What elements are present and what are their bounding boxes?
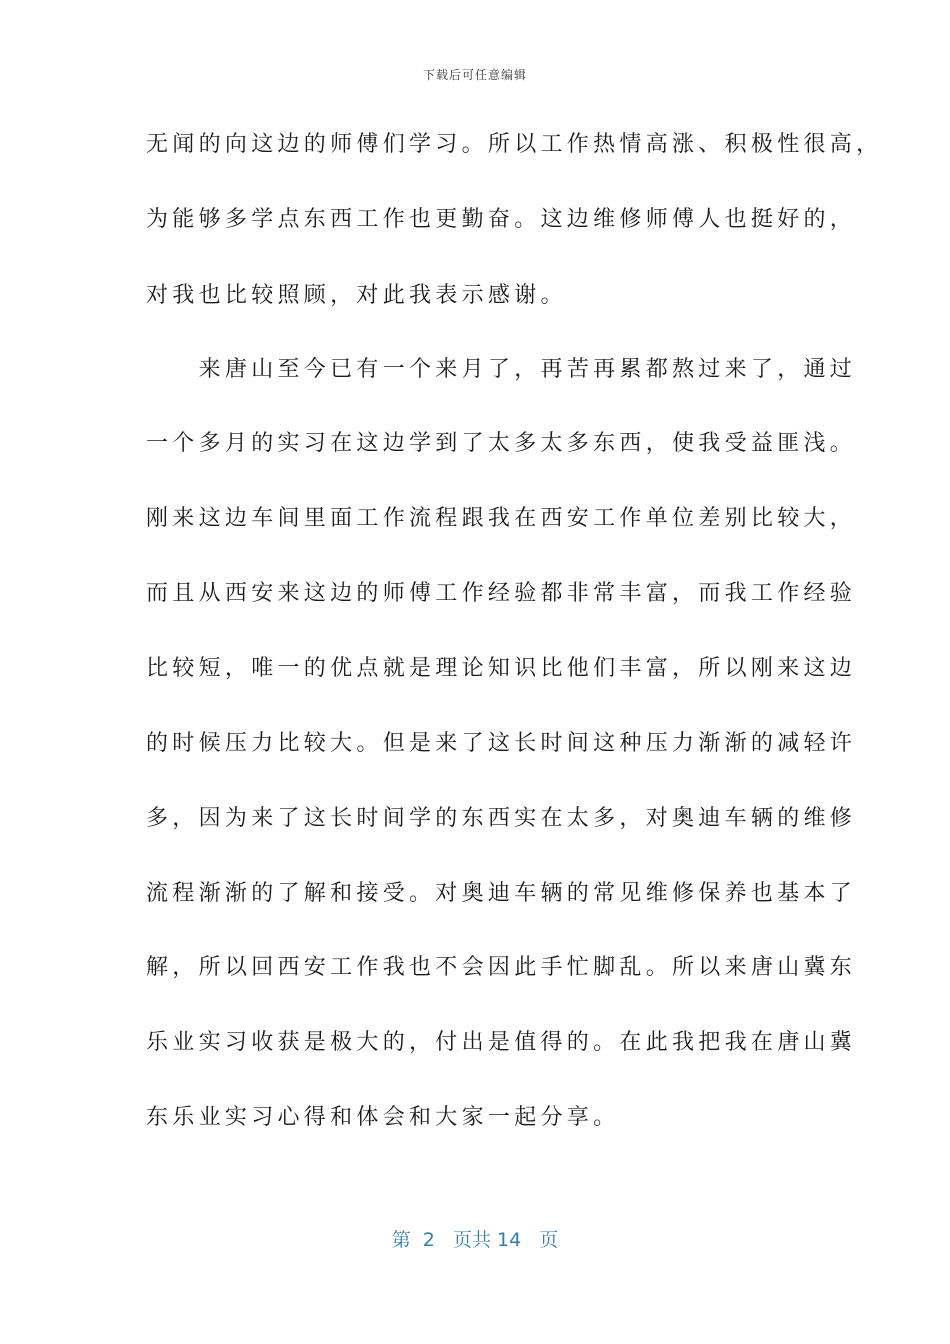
body-line-10: 多，因为来了这长时间学的东西实在太多，对奥迪车辆的维修 [146, 806, 857, 831]
body-line-4: 来唐山至今已有一个来月了，再苦再累都熬过来了，通过 [146, 357, 857, 382]
body-line-14: 东乐业实习心得和体会和大家一起分享。 [146, 1105, 620, 1130]
body-line-7: 而且从西安来这边的师傅工作经验都非常丰富，而我工作经验 [146, 581, 857, 606]
page-number-indicator: 第 2 页共 14 页 [391, 1229, 559, 1251]
body-line-13: 乐业实习收获是极大的，付出是值得的。在此我把我在唐山冀 [146, 1030, 857, 1055]
page-header-note: 下载后可任意编辑 [422, 68, 527, 82]
body-line-3: 对我也比较照顾，对此我表示感谢。 [146, 283, 567, 308]
body-line-9: 的时候压力比较大。但是来了这长时间这种压力渐渐的减轻许 [146, 731, 857, 756]
body-line-8: 比较短，唯一的优点就是理论知识比他们丰富，所以刚来这边 [146, 656, 857, 681]
body-line-6: 刚来这边车间里面工作流程跟我在西安工作单位差别比较大， [146, 506, 857, 531]
body-line-11: 流程渐渐的了解和接受。对奥迪车辆的常见维修保养也基本了 [146, 881, 857, 906]
body-line-12: 解，所以回西安工作我也不会因此手忙脚乱。所以来唐山冀东 [146, 955, 857, 980]
body-line-5: 一个多月的实习在这边学到了太多太多东西，使我受益匪浅。 [146, 431, 857, 456]
body-line-1: 无闻的向这边的师傅们学习。所以工作热情高涨、积极性很高， [146, 132, 883, 157]
body-line-2: 为能够多学点东西工作也更勤奋。这边维修师傅人也挺好的， [146, 207, 857, 232]
